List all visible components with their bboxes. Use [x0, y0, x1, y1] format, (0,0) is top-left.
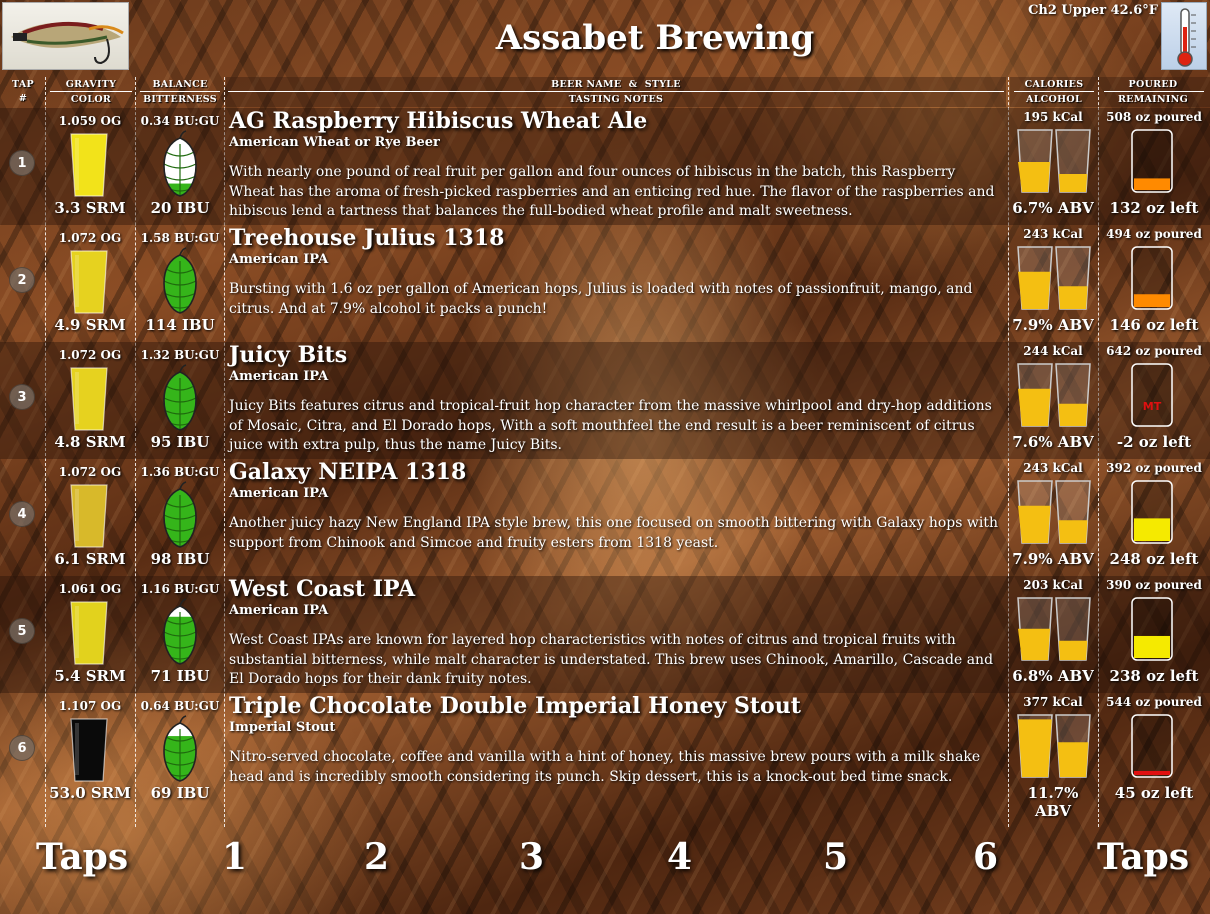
- beer-name: Juicy Bits: [229, 342, 348, 368]
- original-gravity: 1.061 OG: [58, 582, 122, 596]
- srm-color: 3.3 SRM: [54, 199, 126, 217]
- keg-empty-label: MT: [1142, 400, 1162, 413]
- abv-alcohol: 6.7% ABV: [1012, 199, 1094, 217]
- abv-alcohol: 11.7% ABV: [1027, 784, 1079, 820]
- tasting-notes: Juicy Bits features citrus and tropical-fruit hop character from the massive whirlpool and dry-hop additions of Mosaic, Citra, and El Dorado hops, With a soft mouthfeel the end result is a beer reminiscent of citrus juice with extra pulp, thus the name Juicy Bits.: [229, 398, 992, 453]
- footer-tap-number[interactable]: 5: [823, 836, 849, 878]
- ibu-bitterness: 69 IBU: [150, 784, 210, 802]
- calorie-alcohol-glasses-icon: [1016, 596, 1092, 664]
- tasting-notes: Another juicy hazy New England IPA style brew, this one focused on smooth bittering with Galaxy hops with support from Chinook and Simcoe and fruity esters from 1318 yeast.: [229, 515, 998, 551]
- beer-name: Treehouse Julius 1318: [229, 225, 505, 251]
- tap-number-badge: 4: [9, 501, 35, 527]
- abv-alcohol: 7.9% ABV: [1012, 550, 1094, 568]
- tap-number-badge: 3: [9, 384, 35, 410]
- oz-remaining: 146 oz left: [1109, 316, 1199, 334]
- oz-remaining: -2 oz left: [1116, 433, 1192, 451]
- footer-tap-number[interactable]: 2: [364, 836, 390, 878]
- tasting-notes: Bursting with 1.6 oz per gallon of American hops, Julius is loaded with notes of passionfruit, mango, and citrus. And at 7.9% alcohol it packs a punch!: [229, 281, 973, 317]
- col-tap-header: TAP: [12, 79, 34, 90]
- calorie-alcohol-glasses-icon: [1016, 245, 1092, 313]
- oz-poured: 390 oz poured: [1106, 578, 1202, 592]
- pint-glass-icon: [69, 600, 109, 666]
- original-gravity: 1.072 OG: [58, 231, 122, 245]
- header-divider: [228, 91, 1004, 92]
- abv-alcohol: 7.9% ABV: [1012, 316, 1094, 334]
- oz-poured: 508 oz poured: [1106, 110, 1202, 124]
- hop-cone-icon: [160, 247, 200, 317]
- oz-poured: 544 oz poured: [1106, 695, 1202, 709]
- tap-number-badge: 5: [9, 618, 35, 644]
- col-tasting-notes-header: TASTING NOTES: [568, 94, 664, 105]
- footer-taps-left: Taps: [36, 836, 129, 878]
- oz-remaining: 238 oz left: [1109, 667, 1199, 685]
- beer-name: West Coast IPA: [229, 576, 416, 602]
- header-divider: [140, 91, 220, 92]
- pint-glass-icon: [69, 717, 109, 783]
- calorie-alcohol-glasses-icon: [1016, 128, 1092, 196]
- footer-tap-number[interactable]: 6: [973, 836, 999, 878]
- col-remaining-header: REMAINING: [1117, 94, 1189, 105]
- footer-taps-right: Taps: [1097, 836, 1190, 878]
- calorie-alcohol-glasses-icon: [1016, 713, 1092, 781]
- oz-remaining: 132 oz left: [1109, 199, 1199, 217]
- bu-gu-ratio: 1.16 BU:GU: [140, 582, 220, 596]
- col-beer-name-header: BEER NAME & STYLE: [551, 79, 681, 90]
- srm-color: 4.8 SRM: [54, 433, 126, 451]
- hop-cone-icon: [160, 364, 200, 434]
- oz-remaining: 248 oz left: [1109, 550, 1199, 568]
- calories: 377 kCal: [1023, 695, 1083, 709]
- srm-color: 5.4 SRM: [54, 667, 126, 685]
- oz-remaining: 45 oz left: [1114, 784, 1194, 802]
- beer-style: American IPA: [229, 603, 329, 618]
- abv-alcohol: 6.8% ABV: [1012, 667, 1094, 685]
- tap-number-badge: 1: [9, 150, 35, 176]
- keg-level-icon: [1130, 713, 1174, 781]
- ibu-bitterness: 98 IBU: [150, 550, 210, 568]
- beer-style: American IPA: [229, 252, 329, 267]
- ibu-bitterness: 114 IBU: [145, 316, 215, 334]
- page-title: Assabet Brewing: [495, 18, 815, 58]
- col-balance-header: BALANCE: [152, 79, 208, 90]
- pint-glass-icon: [69, 366, 109, 432]
- beer-name: Triple Chocolate Double Imperial Honey Stout: [229, 693, 801, 719]
- tap-row[interactable]: [0, 342, 1210, 459]
- keg-level-icon: [1130, 479, 1174, 547]
- original-gravity: 1.072 OG: [58, 348, 122, 362]
- pint-glass-icon: [69, 483, 109, 549]
- calories: 203 kCal: [1023, 578, 1083, 592]
- col-color-header: COLOR: [70, 94, 112, 105]
- hop-cone-icon: [160, 481, 200, 551]
- tasting-notes: With nearly one pound of real fruit per gallon and four ounces of hibiscus in the batch, this Raspberry Wheat has the aroma of fresh-picked raspberries and an enticing red hue. The flavor of the raspberries and hibiscus lend a tartness that balances the full-bodied wheat profile and malt sweetness.: [229, 164, 995, 219]
- oz-poured: 494 oz poured: [1106, 227, 1202, 241]
- tap-number-badge: 6: [9, 735, 35, 761]
- header-divider: [1014, 91, 1094, 92]
- original-gravity: 1.072 OG: [58, 465, 122, 479]
- fly-fishing-logo: [2, 2, 129, 70]
- hop-cone-icon: [160, 598, 200, 668]
- calories: 243 kCal: [1023, 227, 1083, 241]
- col-alcohol-header: ALCOHOL: [1026, 94, 1082, 105]
- tap-number-badge: 2: [9, 267, 35, 293]
- temperature-readout: Ch2 Upper 42.6°F: [1028, 3, 1158, 18]
- col-tap-header-hash: #: [18, 93, 28, 104]
- hop-cone-icon: [160, 130, 200, 200]
- tasting-notes: West Coast IPAs are known for layered hop characteristics with notes of citrus and tropical fruits with substantial bitterness, while malt character is understated. This brew uses Chinook, Amarillo, Cascade and El Dorado hops for their dank fruity notes.: [229, 632, 994, 687]
- srm-color: 4.9 SRM: [54, 316, 126, 334]
- oz-poured: 392 oz poured: [1106, 461, 1202, 475]
- footer-tap-number[interactable]: 1: [222, 836, 248, 878]
- calorie-alcohol-glasses-icon: [1016, 479, 1092, 547]
- bu-gu-ratio: 1.32 BU:GU: [140, 348, 220, 362]
- col-poured-header: POURED: [1128, 79, 1178, 90]
- tap-row[interactable]: [0, 693, 1210, 820]
- beer-style: Imperial Stout: [229, 720, 336, 735]
- original-gravity: 1.059 OG: [58, 114, 122, 128]
- calorie-alcohol-glasses-icon: [1016, 362, 1092, 430]
- tap-row[interactable]: [0, 459, 1210, 576]
- bu-gu-ratio: 1.36 BU:GU: [140, 465, 220, 479]
- original-gravity: 1.107 OG: [58, 699, 122, 713]
- keg-level-icon: [1130, 245, 1174, 313]
- beer-style: American IPA: [229, 486, 329, 501]
- bu-gu-ratio: 0.34 BU:GU: [140, 114, 220, 128]
- header-divider: [1104, 91, 1204, 92]
- beer-name: AG Raspberry Hibiscus Wheat Ale: [229, 108, 648, 134]
- beer-name: Galaxy NEIPA 1318: [229, 459, 467, 485]
- ibu-bitterness: 20 IBU: [150, 199, 210, 217]
- tap-row[interactable]: [0, 225, 1210, 342]
- calories: 244 kCal: [1023, 344, 1083, 358]
- calories: 195 kCal: [1023, 110, 1083, 124]
- col-bitterness-header: BITTERNESS: [143, 94, 217, 105]
- pint-glass-icon: [69, 132, 109, 198]
- keg-level-icon: [1130, 362, 1174, 430]
- beer-style: American IPA: [229, 369, 329, 384]
- footer-tap-number[interactable]: 4: [667, 836, 693, 878]
- ibu-bitterness: 95 IBU: [150, 433, 210, 451]
- tasting-notes: Nitro-served chocolate, coffee and vanilla with a hint of honey, this massive brew pours with a milk shake head and is incredibly smooth considering its punch. Skip dessert, this is a knock-out bed time snack.: [229, 749, 981, 785]
- tap-row[interactable]: [0, 108, 1210, 225]
- footer-tap-number[interactable]: 3: [519, 836, 545, 878]
- col-gravity-header: GRAVITY: [65, 79, 117, 90]
- oz-poured: 642 oz poured: [1106, 344, 1202, 358]
- header-divider: [50, 91, 132, 92]
- tap-row[interactable]: [0, 576, 1210, 693]
- srm-color: 6.1 SRM: [54, 550, 126, 568]
- ibu-bitterness: 71 IBU: [150, 667, 210, 685]
- hop-cone-icon: [160, 715, 200, 785]
- srm-color: 53.0 SRM: [49, 784, 131, 802]
- calories: 243 kCal: [1023, 461, 1083, 475]
- pint-glass-icon: [69, 249, 109, 315]
- bu-gu-ratio: 0.64 BU:GU: [140, 699, 220, 713]
- abv-alcohol: 7.6% ABV: [1012, 433, 1094, 451]
- bu-gu-ratio: 1.58 BU:GU: [140, 231, 220, 245]
- beer-style: American Wheat or Rye Beer: [229, 135, 440, 150]
- keg-level-icon: [1130, 128, 1174, 196]
- col-calories-header: CALORIES: [1024, 79, 1084, 90]
- keg-level-icon: [1130, 596, 1174, 664]
- thermometer-icon: [1161, 2, 1207, 70]
